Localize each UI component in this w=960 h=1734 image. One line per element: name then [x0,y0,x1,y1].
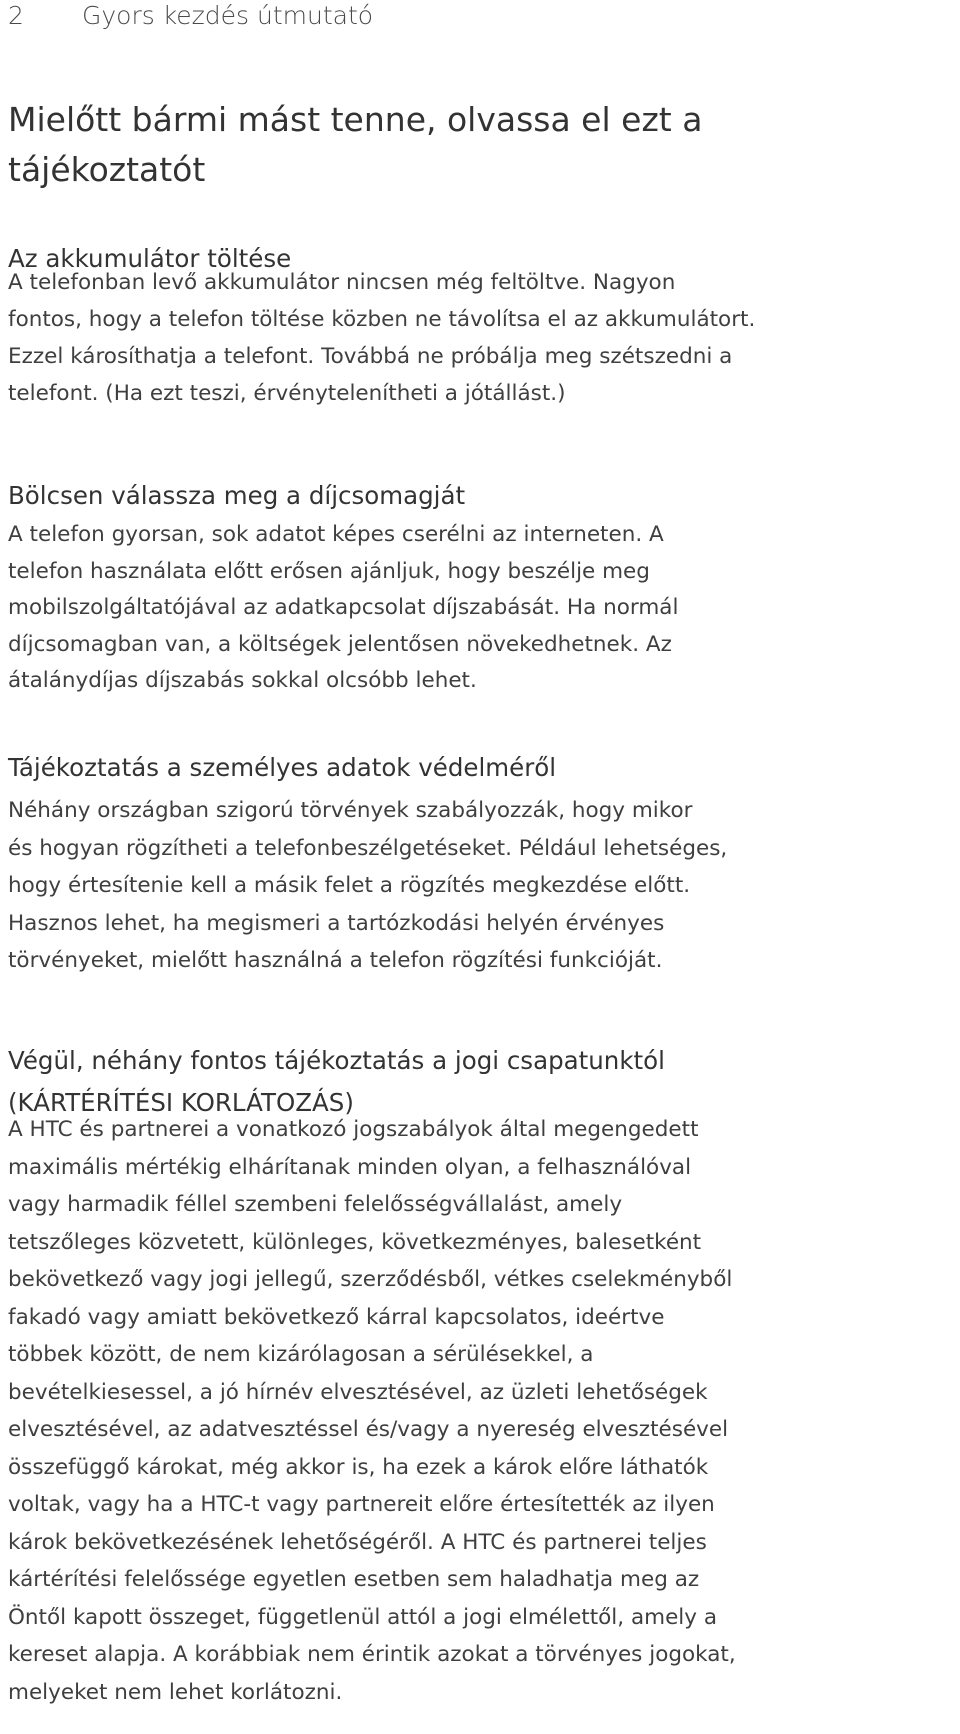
body-line: A telefonban levő akkumulátor nincsen még feltöltve. Nagyon [8,270,676,295]
page-number: 2 [8,1,24,30]
body-line: Néhány országban szigorú törvények szabályozzák, hogy mikor [8,798,693,823]
body-line: törvényeket, mielőtt használná a telefon rögzítési funkcióját. [8,948,663,973]
body-line: telefont. (Ha ezt teszi, érvényteleníthetі a jótállást.) [8,381,566,406]
body-line: voltak, vagy ha a HTC-t vagy partnereit előre értesítették az ilyen [8,1492,715,1517]
body-line: és hogyan rögzítheti a telefonbeszélgetéseket. Például lehetséges, [8,835,728,861]
running-title: Gyors kezdés útmutató [82,1,374,30]
section-body-privacy [8,792,727,980]
body-line: hogy értesítenie kell a másik felet a rögzítés megkezdése előtt. [8,873,691,898]
running-header [8,0,373,32]
body-line: Hasznos lehet, ha megismeri a tartózkodási helyén érvényes [8,910,665,936]
section-body-legal [8,1111,736,1711]
heading-line: Bölcsen válassza meg a díjcsomagját [8,481,466,510]
body-line: károk bekövetkezésének lehetőségéről. A HTC és partnerei teljes [8,1529,707,1555]
section-body-data-plan [8,517,678,700]
body-line: fakadó vagy amiatt bekövetkező kárral kapcsolatos, ideértve [8,1304,665,1330]
body-line: átalánydíjas díjszabás sokkal olcsóbb lehet. [8,668,477,693]
body-line: fontos, hogy a telefon töltése közben ne távolítsa el az akkumulátort. [8,307,756,332]
page-title-line: tájékoztatót [8,150,206,189]
heading-line: Végül, néhány fontos tájékoztatás a jogi csapatunktól [8,1046,665,1075]
body-line: mobilszolgáltatójával az adatkapcsolat díjszabását. Ha normál [8,595,679,620]
body-line: többek között, de nem kizárólagosan a sérülésekkel, a [8,1342,594,1367]
body-line: elvesztésével, az adatvesztéssel és/vagy a nyereség elvesztésével [8,1417,729,1442]
body-line: tetszőleges közvetett, különleges, következményes, balesetként [8,1229,702,1255]
heading-line: Az akkumulátor töltése [8,244,292,273]
body-line: A telefon gyorsan, sok adatot képes cserélni az interneten. A [8,522,664,547]
body-line: bekövetkező vagy jogi jellegű, szerződésből, vétkes cselekményből [8,1267,733,1292]
heading-line: (KÁRTÉRÍTÉSI KORLÁTOZÁS) [8,1088,354,1117]
body-line: bevételkiesessel, a jó hírnév elvesztésével, az üzleti lehetőségek [8,1379,708,1405]
body-line: díjcsomagban van, a költségek jelentősen növekedhetnek. Az [8,631,672,657]
body-line: melyeket nem lehet korlátozni. [8,1679,343,1705]
body-line: Ezzel károsíthatja a telefont. Továbbá ne próbálja meg szétszedni a [8,344,733,369]
heading-line: Tájékoztatás a személyes adatok védelméről [8,753,557,782]
body-line: kereset alapja. A korábbiak nem érintik azokat a törvényes jogokat, [8,1642,736,1667]
body-line: telefon használata előtt erősen ajánljuk, hogy beszélje meg [8,558,650,584]
body-line: A HTC és partnerei a vonatkozó jogszabályok által megengedett [8,1117,699,1142]
body-line: Öntől kapott összeget, függetlenül attól a jogi elmélettől, amely a [8,1604,718,1630]
body-line: maximális mértékig elhárítanak minden olyan, a felhasználóval [8,1154,692,1180]
body-line: összefüggő károkat, még akkor is, ha ezek a károk előre láthatók [8,1454,709,1480]
page-title [8,95,828,195]
page-title-line: Mielőtt bármi mást tenne, olvassa el ezt a [8,100,703,139]
section-heading-privacy [8,749,556,787]
body-line: vagy harmadik féllel szembeni felelősségvállalást, amely [8,1192,623,1217]
section-heading-data-plan [8,477,465,515]
body-line: kártérítési felelőssége egyetlen esetben sem haladhatja meg az [8,1567,700,1592]
section-body-battery [8,264,755,412]
